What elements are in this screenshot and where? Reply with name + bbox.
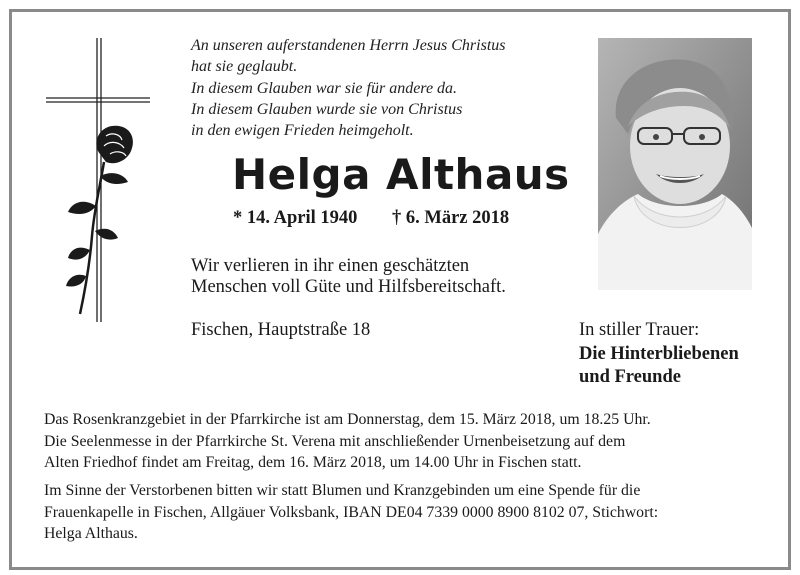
verse <box>191 35 591 141</box>
donation-notice <box>44 480 758 545</box>
cross-with-rose-icon <box>40 36 160 326</box>
verse-line: In diesem Glauben war sie für andere da. <box>191 79 458 97</box>
donation-line: Helga Althaus. <box>44 525 138 542</box>
verse-line: hat sie geglaubt. <box>191 58 298 76</box>
mourners <box>579 319 739 390</box>
notice-line: Das Rosenkranzgebiet in der Pfarrkirche ist am Donnerstag, dem 15. März 2018, um 18.25 Uhr. <box>44 411 651 428</box>
tribute <box>191 256 506 298</box>
mourners-line: Die Hinterbliebenen <box>579 343 739 364</box>
notice-line: Die Seelenmesse in der Pfarrkirche St. Verena mit anschließender Urnenbeisetzung auf dem <box>44 432 626 450</box>
notice-line: Alten Friedhof findet am Freitag, dem 16. März 2018, um 14.00 Uhr in Fischen statt. <box>44 454 582 471</box>
mourners-line: und Freunde <box>579 367 681 387</box>
deceased-name: Helga Althaus <box>232 150 570 199</box>
death-date: † 6. März 2018 <box>392 208 510 228</box>
service-notice <box>44 409 758 474</box>
birth-date: * 14. April 1940 <box>233 208 358 228</box>
address: Fischen, Hauptstraße 18 <box>191 320 371 340</box>
donation-line: Im Sinne der Verstorbenen bitten wir statt Blumen und Kranzgebinden um eine Spende für die <box>44 482 641 499</box>
portrait-photo <box>598 38 752 290</box>
mourners-intro: In stiller Trauer: <box>579 320 700 340</box>
verse-line: An unseren auferstandenen Herrn Jesus Christus <box>191 37 506 54</box>
tribute-line: Wir verlieren in ihr einen geschätzten <box>191 256 470 276</box>
donation-line: Frauenkapelle in Fischen, Allgäuer Volksbank, IBAN DE04 7339 0000 8900 8102 07, Stichwort: <box>44 503 659 521</box>
tribute-line: Menschen voll Güte und Hilfsbereitschaft. <box>191 277 506 297</box>
verse-line: In diesem Glauben wurde sie von Christus <box>191 100 463 118</box>
verse-line: in den ewigen Frieden heimgeholt. <box>191 122 414 140</box>
life-dates <box>233 208 509 229</box>
